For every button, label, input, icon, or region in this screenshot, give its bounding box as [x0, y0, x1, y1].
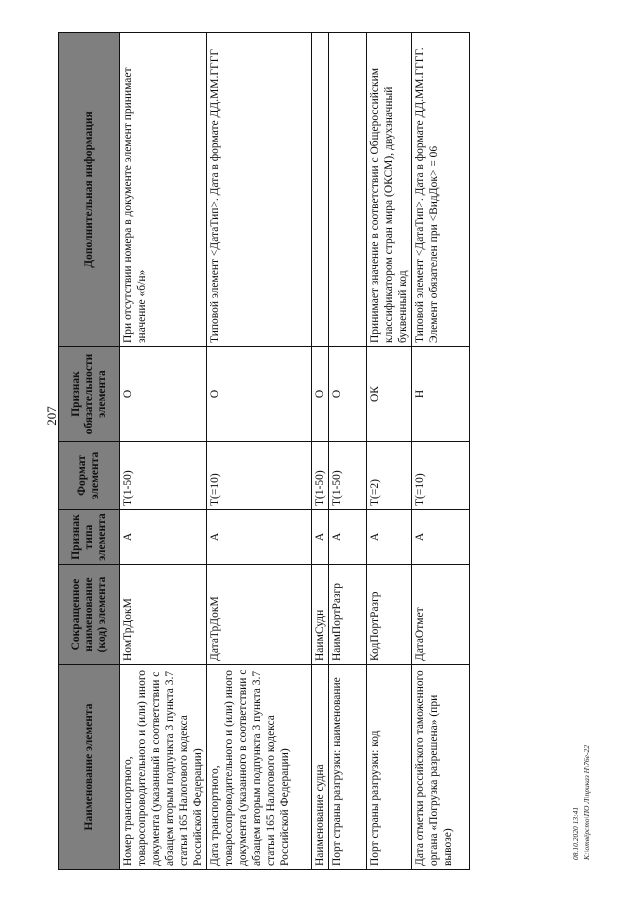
- table-row: [120, 33, 207, 870]
- cell-required: Н: [412, 347, 470, 442]
- cell-type: А: [367, 510, 412, 565]
- cell-format: Т(1-50): [120, 442, 207, 510]
- cell-code: НаимПортРазгр: [329, 565, 367, 665]
- cell-required: О: [207, 347, 312, 442]
- cell-format: Т(=2): [367, 442, 412, 510]
- cell-name: Дата транспортного, товаросопроводительного и (или) иного документа (указанного в соответствии с абзацем вторым подпункта 3 пункта 3.7 статьи 165 Налогового кодекса Российской Федерации): [207, 665, 312, 870]
- document-footer: [570, 600, 592, 860]
- page-number: 207: [44, 406, 59, 426]
- cell-type: А: [329, 510, 367, 565]
- cell-name: Дата отметки российского таможенного органа «Погрузка разрешена» (при вывозе): [412, 665, 470, 870]
- cell-info: Типовой элемент <ДатаТип>. Дата в формате ДД.ММ.ГГГГ. Элемент обязателен при <ВидДок> = 06: [412, 33, 470, 347]
- cell-format: Т(1-50): [329, 442, 367, 510]
- cell-type: А: [312, 510, 329, 565]
- cell-info: [312, 33, 329, 347]
- table-row: [367, 33, 412, 870]
- cell-name: Наименование судна: [312, 665, 329, 870]
- footer-timestamp: 08.10.2020 13:41: [571, 806, 580, 860]
- cell-info: При отсутствии номера в документе элемент принимает значение «б/н»: [120, 33, 207, 347]
- cell-info: [329, 33, 367, 347]
- cell-name: Порт страны разгрузки: код: [367, 665, 412, 870]
- cell-code: ДатаТрДокМ: [207, 565, 312, 665]
- cell-type: А: [120, 510, 207, 565]
- header-additional-info: Дополнительная информация: [59, 33, 120, 347]
- cell-format: Т(1-50): [312, 442, 329, 510]
- cell-info: Принимает значение в соответствии с Общероссийским классификатором стран мира (ОКСМ), двухзначный буквенный код: [367, 33, 412, 347]
- header-element-type: Признак типа элемента: [59, 510, 120, 565]
- cell-format: Т(=10): [207, 442, 312, 510]
- table-row: [312, 33, 329, 870]
- cell-code: НомТрДокМ: [120, 565, 207, 665]
- cell-required: ОК: [367, 347, 412, 442]
- rotated-table-container: [58, 33, 461, 870]
- cell-info: Типовой элемент <ДатаТип>. Дата в формате ДД.ММ.ГГГГ: [207, 33, 312, 347]
- table-row: [207, 33, 312, 870]
- table-row: [329, 33, 367, 870]
- cell-type: А: [207, 510, 312, 565]
- cell-type: А: [412, 510, 470, 565]
- cell-format: Т(=10): [412, 442, 470, 510]
- cell-required: О: [120, 347, 207, 442]
- cell-name: Порт страны разгрузки: наименование: [329, 665, 367, 870]
- header-element-code: Сокращенное наименование (код) элемента: [59, 565, 120, 665]
- cell-code: НаимСудн: [312, 565, 329, 665]
- cell-required: О: [329, 347, 367, 442]
- header-element-name: Наименование элемента: [59, 665, 120, 870]
- cell-required: О: [312, 347, 329, 442]
- header-element-required: Признак обязательности элемента: [59, 347, 120, 442]
- cell-code: ДатаОтмет: [412, 565, 470, 665]
- footer-file-path: К:\отвёрсто\ПО Л\приказ Н\76е-22: [582, 745, 591, 860]
- cell-name: Номер транспортного, товаросопроводительного и (или) иного документа (указанный в соответствии с абзацем вторым подпункта 3 пункта 3.7 статьи 165 Налогового кодекса Российской Федерации): [120, 665, 207, 870]
- header-element-format: Формат элемента: [59, 442, 120, 510]
- elements-table: [58, 32, 470, 870]
- table-row: [412, 33, 470, 870]
- table-header-row: [59, 33, 120, 870]
- cell-code: КодПортРазгр: [367, 565, 412, 665]
